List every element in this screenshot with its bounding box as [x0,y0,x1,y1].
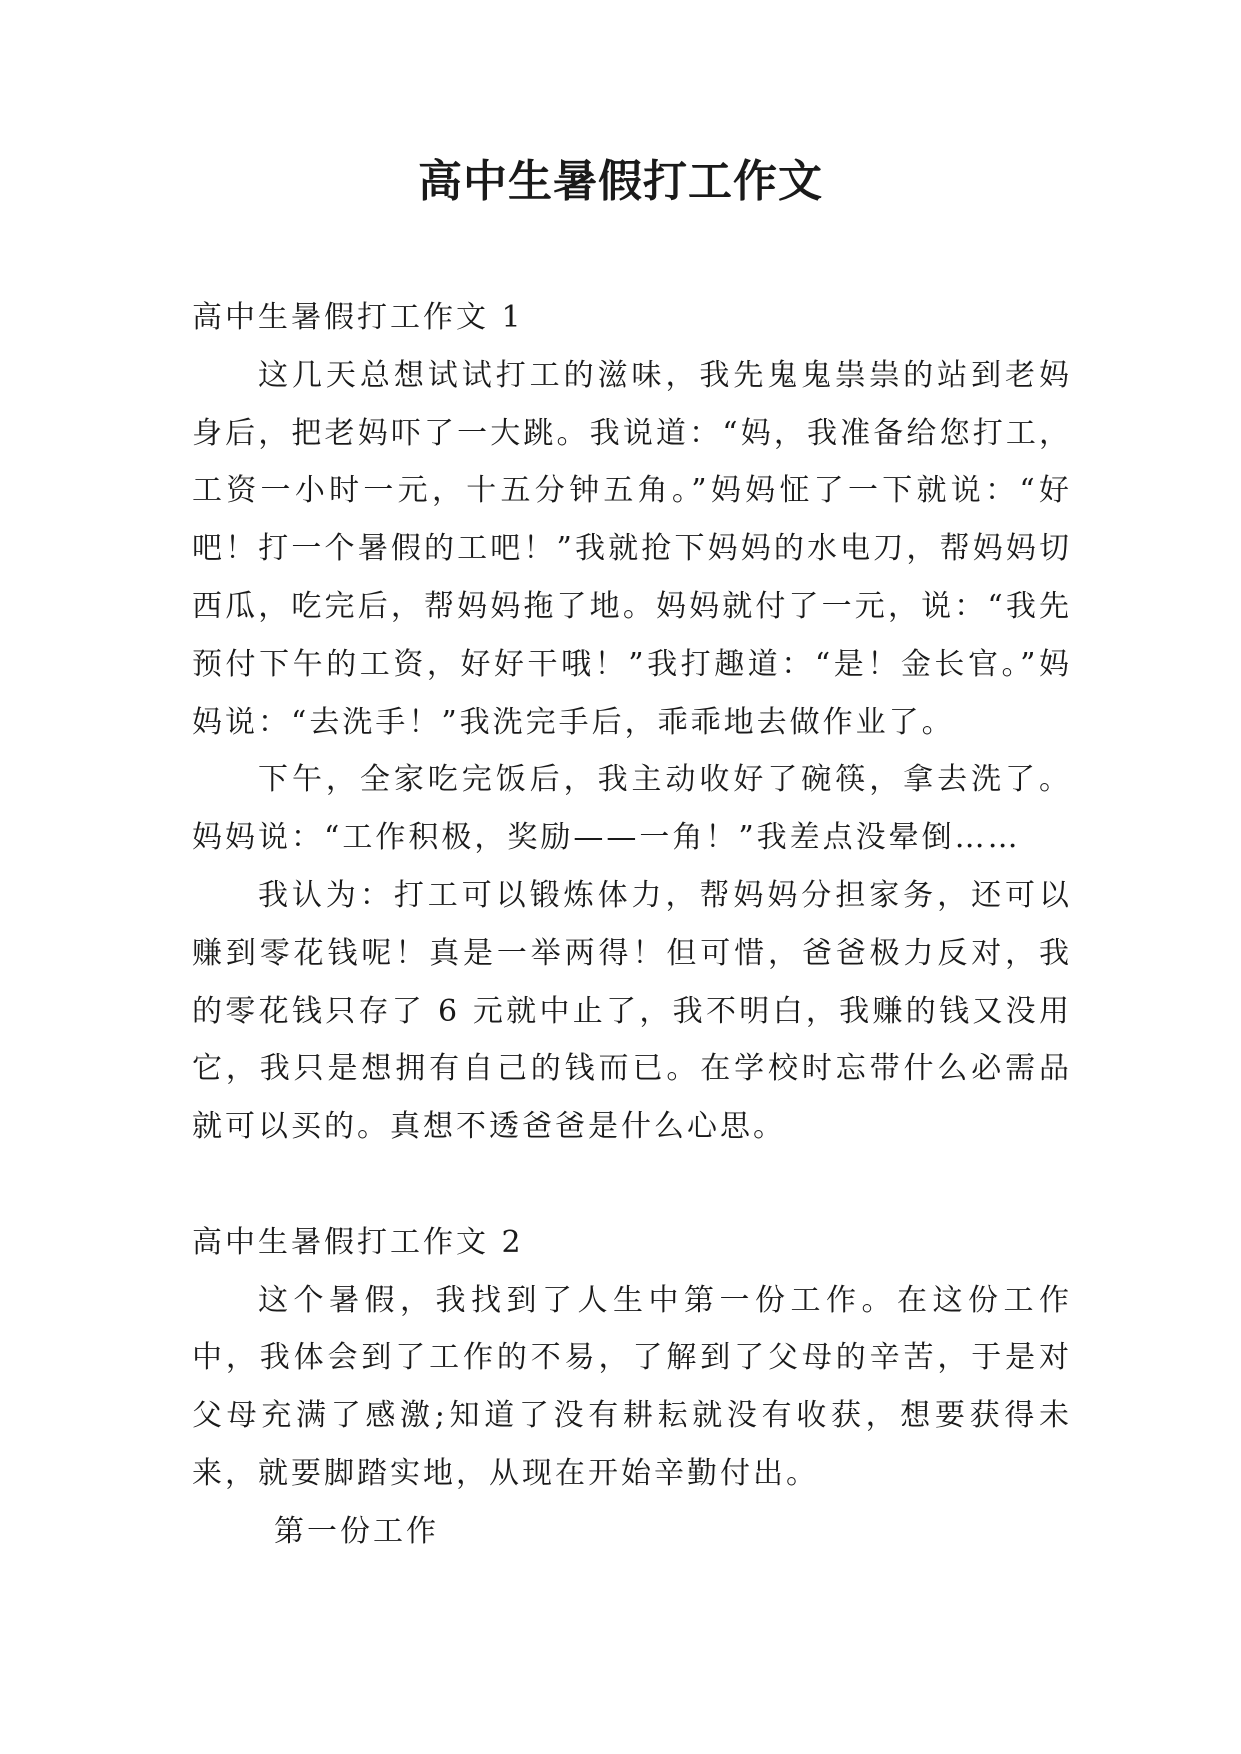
document-body [192,289,1072,1561]
essay-section-2 [192,1214,1072,1561]
paragraph: 这个暑假，我找到了人生中第一份工作。在这份工作中，我体会到了工作的不易，了解到了父母的辛苦，于是对父母充满了感激;知道了没有耕耘就没有收获，想要获得未来，就要脚踏实地，从现在开始辛勤付出。 [192,1282,1072,1491]
sub-heading: 第一份工作 [274,1513,439,1549]
paragraph: 我认为：打工可以锻炼体力，帮妈妈分担家务，还可以赚到零花钱呢！真是一举两得！但可惜，爸爸极力反对，我的零花钱只存了 6 元就中止了，我不明白，我赚的钱又没用它，我只是想拥有自己的钱而已。在学校时忘带什么必需品就可以买的。真想不透爸爸是什么心思。 [192,877,1072,1145]
paragraph: 下午，全家吃完饭后，我主动收好了碗筷，拿去洗了。妈妈说：“工作积极，奖励——一角！”我差点没晕倒…… [192,762,1072,856]
section-heading: 高中生暑假打工作文 2 [192,1224,524,1260]
essay-section-1 [192,289,1072,1156]
section-heading: 高中生暑假打工作文 1 [192,300,524,335]
document-title: 高中生暑假打工作文 [418,156,823,207]
paragraph: 这几天总想试试打工的滋味，我先鬼鬼祟祟的站到老妈身后，把老妈吓了一大跳。我说道：“妈，我准备给您打工，工资一小时一元，十五分钟五角。”妈妈怔了一下就说：“好吧！打一个暑假的工吧！”我就抢下妈妈的水电刀，帮妈妈切西瓜，吃完后，帮妈妈拖了地。妈妈就付了一元，说：“我先预付下午的工资，好好干哦！”我打趣道：“是！金长官。”妈妈说：“去洗手！”我洗完手后，乖乖地去做作业了。 [192,357,1072,740]
section-spacer [192,1156,1072,1214]
